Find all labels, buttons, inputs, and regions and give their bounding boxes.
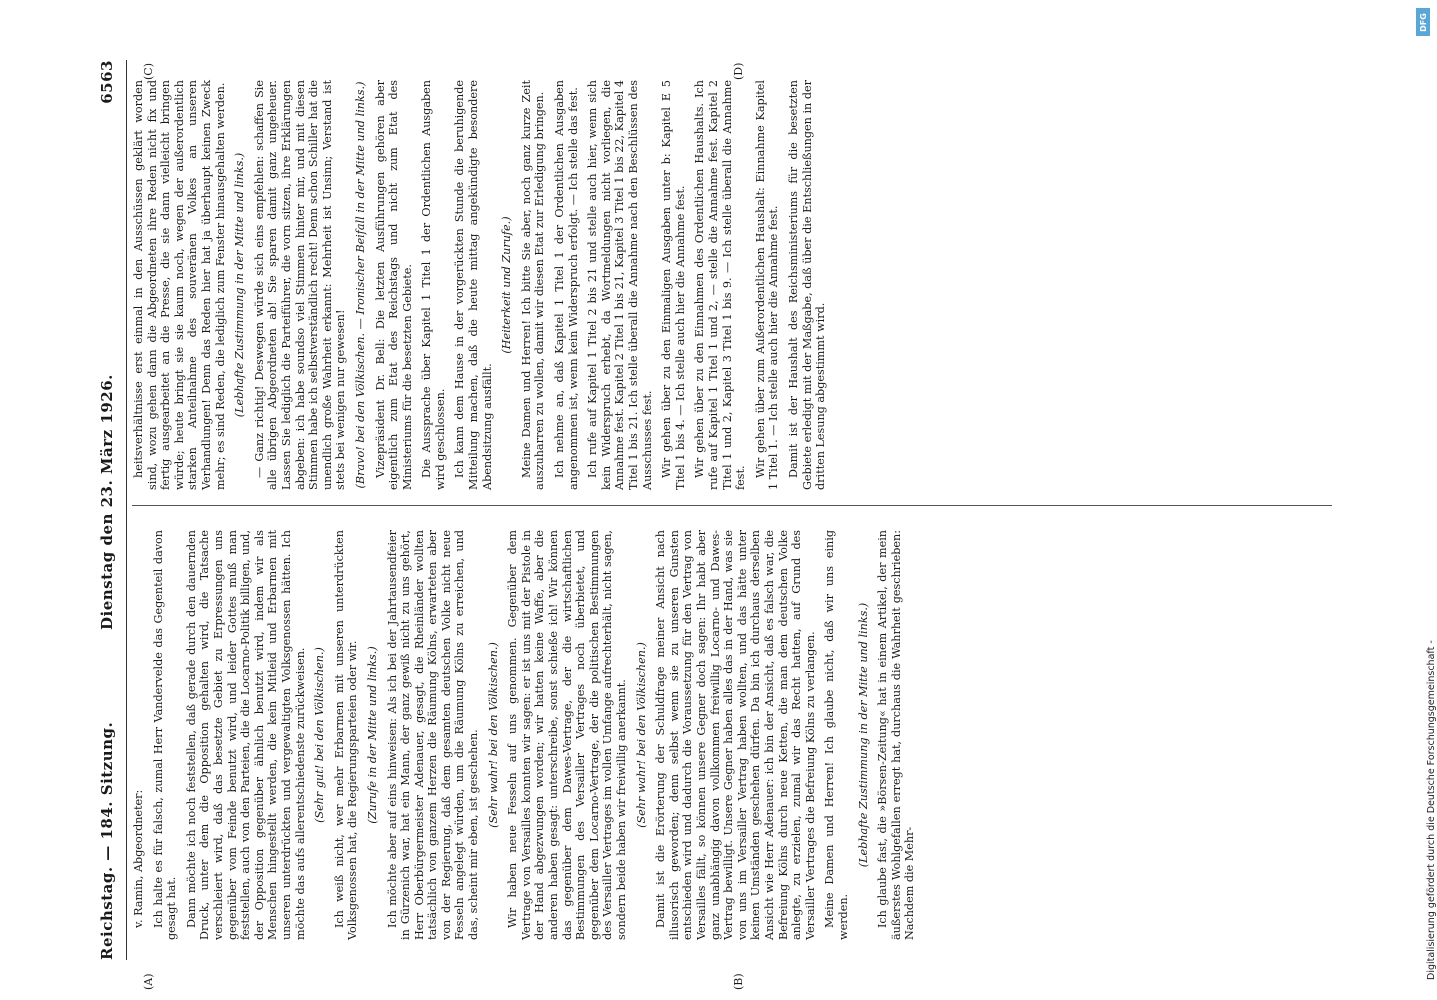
margin-mark-d: (D) bbox=[732, 62, 745, 80]
right-column-paragraph: Die Aussprache über Kapitel 1 Titel 1 der Ordentlichen Ausgaben wird geschlossen. bbox=[420, 80, 447, 490]
right-column-paragraph: Ich rufe auf Kapitel 1 Titel 2 bis 21 und stelle auch hier, wenn sich kein Widerspruch erhebt, da Wortmeldungen nicht vorliegen, die Annahme fest. Kapitel 2 Titel 1 bis 21, Kapitel 3 Titel 1 bis 22, Kapitel 4 Titel 1 bis 21. Ich stelle überall die Annahme nach den Beschlüssen des Ausschusses fest. bbox=[586, 80, 654, 490]
right-column bbox=[132, 80, 834, 490]
left-column-paragraph: Ich glaube fast, die »Börsen-Zeitung« hat in einem Artikel, der mein äußerstes Wohlgefallen erregt hat, durchaus die Wahrheit geschrieben: Nachdem die Mehr- bbox=[876, 530, 917, 940]
right-column-paragraph: heitsverhältnisse erst einmal in den Ausschüssen geklärt worden sind, wozu gehen dann die Abgeordneten ihre Reden nicht fix und fertig ausgearbeitet an die Presse, die sie dann vielleicht bringen würde; heute bringt sie sie kaum noch, wegen der außerordentlich starken Anteilnahme des souveränen Volkes an unseren Verhandlungen! Denn das Reden hier hat ja überhaupt keinen Zweck mehr; es sind Reden, die lediglich zum Fenster hinausgehalten werden. bbox=[132, 80, 227, 490]
page-header bbox=[92, 60, 122, 960]
right-column-paragraph: (Lebhafte Zustimmung in der Mitte und links.) bbox=[233, 152, 247, 418]
left-column-paragraph: Wir haben neue Fesseln auf uns genommen. Gegenüber dem Vertrage von Versailles konnten wir sagen: er ist uns mit der Pistole in der Hand abgezwungen worden; wir hatten keine Waffe, aber die anderen haben gesagt: unterschreibe, sonst schieße ich! Wir können das gegenüber dem Dawes-Vertrage, der die wirtschaftlichen Bestimmungen des Versailler Vertrages noch überbietet, und gegenüber dem Locarno-Vertrage, der die politischen Bestimmungen des Versailler Vertrages im vollen Umfange aufrechterhält, nicht sagen, sondern beide haben wir freiwillig anerkannt. bbox=[506, 530, 628, 940]
right-column-paragraph: Vizepräsident Dr. Bell: Die letzten Ausführungen gehören aber eigentlich zum Etat des Reichstags und nicht zum Etat des Ministeriums für die besetzten Gebiete. bbox=[373, 80, 414, 490]
column-divider bbox=[132, 505, 1332, 506]
margin-mark-c: (C) bbox=[142, 63, 155, 80]
digitization-note-text: Digitalisierung gefördert durch die Deutsche Forschungsgemeinschaft - bbox=[1426, 640, 1437, 980]
left-column-paragraph: v. Ramin, Abgeordneter: bbox=[132, 789, 145, 928]
dfg-logo bbox=[1416, 8, 1430, 36]
dfg-logo-text: DFG bbox=[1418, 12, 1428, 32]
left-column-paragraph: (Zurufe in der Mitte und links.) bbox=[365, 646, 379, 824]
right-column-paragraph: Damit ist der Haushalt des Reichsministeriums für die besetzten Gebiete erledigt mit der Maßgabe, daß über die Entschließungen in der dritten Lesung abgestimmt wird. bbox=[786, 80, 828, 490]
right-column-paragraph: — Ganz richtig! Deswegen würde sich eins empfehlen: schaffen Sie alle übrigen Abgeordneten ab! Sie sparen damit ganz ungeheuer. Lassen Sie lediglich die Parteiführer, die vorn sitzen, ihre Erklärungen abgeben: ich habe soundso viel Stimmen hinter mir, und mit diesen Stimmen habe ich selbstverständlich recht! Denn schon Schiller hat die unendlich große Wahrheit erkannt: Mehrheit ist Unsinn; Verstand ist stets bei wenigen nur gewesen! bbox=[252, 80, 348, 490]
right-column-paragraph: Wir gehen über zu den Einnahmen des Ordentlichen Haushalts. Ich rufe auf Kapitel 1 Titel 1 und 2, — stelle die Annahme fest. Kapitel 2 Titel 1 und 2, Kapitel 3 Titel 1 bis 9. — Ich stelle überall die Annahme fest. bbox=[693, 80, 748, 490]
margin-mark-b: (B) bbox=[732, 973, 745, 990]
left-column-paragraph: (Lebhafte Zustimmung in der Mitte und links.) bbox=[856, 602, 870, 868]
right-column-paragraph: Wir gehen über zu den Einmaligen Ausgaben unter b: Kapitel E 5 Titel 1 bis 4. — Ich stelle auch hier die Annahme fest. bbox=[660, 80, 687, 490]
header-rule bbox=[126, 60, 127, 960]
right-column-paragraph: (Bravo! bei den Völkischen. — Ironischer Beifall in der Mitte und links.) bbox=[353, 81, 367, 489]
margin-mark-a: (A) bbox=[142, 973, 155, 990]
header-left: Reichstag. — 184. Sitzung. bbox=[98, 721, 116, 960]
left-column bbox=[132, 530, 923, 940]
right-column-paragraph: Ich kann dem Hause in der vorgerückten Stunde die beruhigende Mitteilung machen, daß die heute mittag angekündigte besondere Abendsitzung ausfällt. bbox=[453, 80, 494, 490]
right-column-paragraph: Meine Damen und Herren! Ich bitte Sie aber, noch ganz kurze Zeit auszuharren zu wollen, damit wir diesen Etat zur Erledigung bringen. bbox=[519, 80, 547, 490]
left-column-paragraph: Dann möchte ich noch feststellen, daß gerade durch den dauernden Druck, unter dem die Opposition gehalten wird, die Tatsache verschleiert wird, daß das besetzte Gebiet zu Erpressungen uns gegenüber vom Feinde benutzt wird, und leider Gottes muß man feststellen, auch von den Parteien, die die Locarno-Politik billigen, und, der Opposition gegenüber ähnlich benutzt wird, indem wir als Menschen hingestellt werden, die kein Mitleid und Erbarmen mit unseren unterdrückten und vergewaltigten Volksgenossen hätten. Ich möchte das aufs allerentschiedenste zurückweisen. bbox=[184, 530, 307, 940]
left-column-paragraph: (Sehr gut! bei den Völkischen.) bbox=[313, 647, 327, 823]
rotated-page bbox=[92, 60, 1362, 990]
left-column-paragraph: Meine Damen und Herren! Ich glaube nicht, daß wir uns einig werden. bbox=[823, 530, 850, 940]
left-column-paragraph: Damit ist die Erörterung der Schuldfrage meiner Ansicht nach illusorisch geworden; denn selbst wenn sie zu unseren Gunsten entschieden wird und dadurch die Voraussetzung für den Vertrag von Versailles fällt, so können unsere Gegner doch sagen: Ihr habt aber ganz unabhängig davon vollkommen freiwillig Locarno- und Dawes-Vertrag bewilligt. Unsere Gegner haben alles das in der Hand, was sie von uns im Versailler Vertrag haben wollten, und das hätte unter keinen Umständen geschehen dürfen. Da bin ich durchaus derselben Ansicht wie Herr Adenauer: ich bin der Ansicht, daß es falsch war, die Befreiung Kölns durch neue Ketten, die man dem deutschen Volke anlegte, zu erzielen, zumal wir das Recht hatten, auf Grund des Versailler Vertrages die Befreiung Kölns zu verlangen. bbox=[654, 530, 817, 940]
left-column-paragraph: (Sehr wahr! bei den Völkischen.) bbox=[634, 642, 648, 828]
left-column-paragraph: Ich weiß nicht, wer mehr Erbarmen mit unseren unterdrückten Volksgenossen hat, die Regierungsparteien oder wir. bbox=[332, 530, 360, 940]
left-column-paragraph: Ich möchte aber auf eins hinweisen: Als ich bei der Jahrtausendfeier in Gürzenich war, hat ein Mann, der ganz gewiß nicht zu uns gehört, Herr Oberbürgermeister Adenauer, gesagt, die Rheinländer wollten tatsächlich von ganzem Herzen die Räumung Kölns, erwarteten aber von der Regierung, daß dem gesamten deutschen Volke nicht neue Fesseln angelegt würden, um die Räumung Kölns zu erreichen, und das, scheint mir eben, ist geschehen. bbox=[385, 530, 481, 940]
header-center: Dienstag den 23. März 1926. bbox=[98, 374, 116, 630]
page-number: 6563 bbox=[98, 60, 116, 104]
left-column-paragraph: (Sehr wahr! bei den Völkischen.) bbox=[486, 642, 500, 828]
right-column-paragraph: (Heiterkeit und Zurufe.) bbox=[500, 216, 514, 354]
digitization-note bbox=[1410, 40, 1437, 980]
right-column-paragraph: Ich nehme an, daß Kapitel 1 Titel 1 der Ordentlichen Ausgaben angenommen ist, wenn kein Widerspruch erfolgt. — Ich stelle das fest. bbox=[553, 80, 580, 490]
left-column-paragraph: Ich halte es für falsch, zumal Herr Vandervelde das Gegenteil davon gesagt hat. bbox=[151, 530, 179, 940]
right-column-paragraph: Wir gehen über zum Außerordentlichen Haushalt: Einnahme Kapitel 1 Titel 1. — Ich stelle auch hier die Annahme fest. bbox=[753, 80, 781, 490]
